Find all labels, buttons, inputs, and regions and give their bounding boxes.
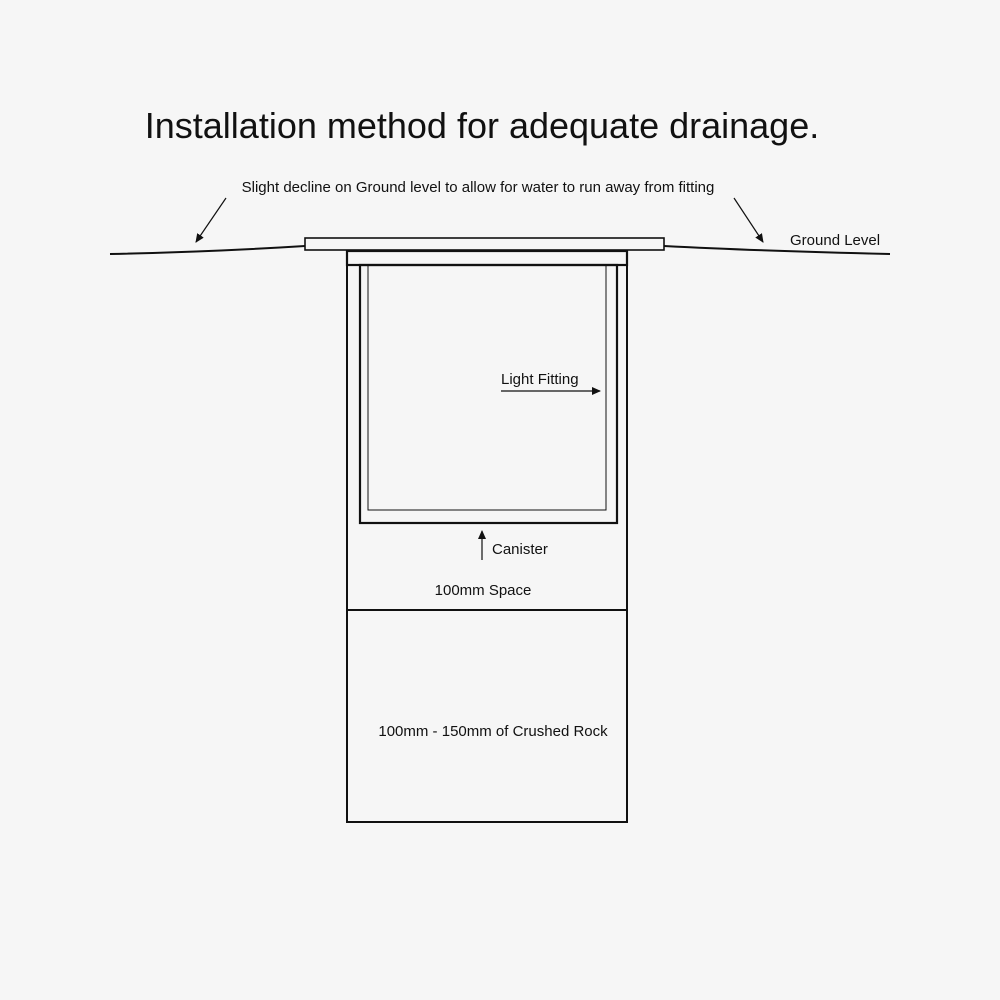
crushed-rock-label: 100mm - 150mm of Crushed Rock <box>378 723 608 740</box>
slope-arrow-right <box>734 198 763 242</box>
canister-outer <box>360 265 617 523</box>
ground-level-label: Ground Level <box>790 232 881 249</box>
slope-arrow-left <box>196 198 226 242</box>
canister-label: Canister <box>492 541 548 558</box>
ground-line-left <box>110 246 305 254</box>
space-label: 100mm Space <box>434 582 532 599</box>
slope-note-label: Slight decline on Ground level to allow for water to run away from fitting <box>241 179 715 196</box>
light-fitting-label: Light Fitting <box>501 371 579 388</box>
fitting-flange <box>305 238 664 250</box>
fitting-rim <box>347 251 627 265</box>
diagram-title: Installation method for adequate drainage. <box>144 105 820 146</box>
